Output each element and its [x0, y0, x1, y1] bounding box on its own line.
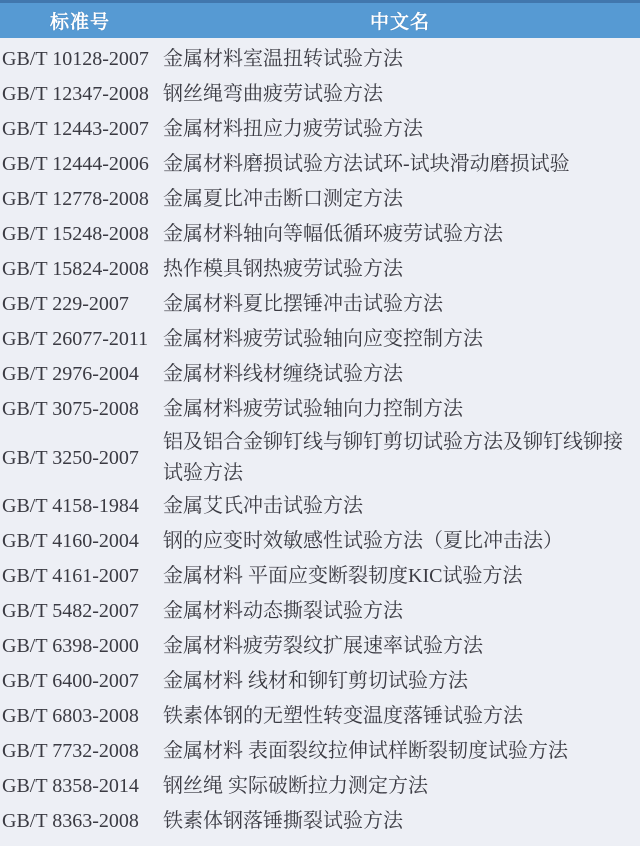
- chinese-name-cell: 金属材料夏比摆锤冲击试验方法: [163, 293, 443, 315]
- table-row: [0, 147, 640, 182]
- table-row: [0, 42, 640, 77]
- table-row: [0, 664, 640, 699]
- chinese-name-cell: 金属材料 线材和铆钉剪切试验方法: [163, 670, 468, 692]
- chinese-name-cell: 金属材料线材缠绕试验方法: [163, 363, 403, 385]
- chinese-name-cell: 钢的应变时效敏感性试验方法（夏比冲击法）: [163, 530, 563, 552]
- standard-number-cell: GB/T 15248-2008: [2, 223, 149, 245]
- standard-number-cell: GB/T 4160-2004: [2, 530, 139, 552]
- chinese-name-cell: 金属夏比冲击断口测定方法: [163, 188, 403, 210]
- chinese-name-cell: 金属材料扭应力疲劳试验方法: [163, 118, 423, 140]
- table-row: [0, 217, 640, 252]
- standard-number-cell: GB/T 12778-2008: [2, 188, 149, 210]
- column-header-standard-number: 标准号: [49, 12, 110, 33]
- chinese-name-cell: 铝及铝合金铆钉线与铆钉剪切试验方法及铆钉线铆接试验方法: [163, 431, 623, 484]
- standard-number-cell: GB/T 229-2007: [2, 293, 129, 315]
- chinese-name-cell: 钢丝绳 实际破断拉力测定方法: [163, 775, 428, 797]
- table-row: [0, 77, 640, 112]
- table-row: [0, 734, 640, 769]
- table-row: [0, 112, 640, 147]
- chinese-name-cell: 热作模具钢热疲劳试验方法: [163, 258, 403, 280]
- standard-number-cell: GB/T 7732-2008: [2, 740, 139, 762]
- table-row: [0, 524, 640, 559]
- table-row: [0, 287, 640, 322]
- table-row: [0, 252, 640, 287]
- standard-number-cell: GB/T 6400-2007: [2, 670, 139, 692]
- table-row: [0, 322, 640, 357]
- standard-number-cell: GB/T 12347-2008: [2, 83, 149, 105]
- chinese-name-cell: 金属材料动态撕裂试验方法: [163, 600, 403, 622]
- chinese-name-cell: 金属艾氏冲击试验方法: [163, 495, 363, 517]
- table-row: [0, 804, 640, 839]
- standard-number-cell: GB/T 8358-2014: [2, 775, 139, 797]
- standard-number-cell: GB/T 3075-2008: [2, 398, 139, 420]
- table-row: [0, 594, 640, 629]
- table-row: [0, 489, 640, 524]
- standard-number-cell: GB/T 12443-2007: [2, 118, 149, 140]
- standard-number-cell: GB/T 4161-2007: [2, 565, 139, 587]
- standard-number-cell: GB/T 6398-2000: [2, 635, 139, 657]
- table-row: [0, 392, 640, 427]
- standard-number-cell: GB/T 4158-1984: [2, 495, 139, 517]
- standard-number-cell: GB/T 5482-2007: [2, 600, 139, 622]
- column-header-chinese-name: 中文名: [369, 12, 430, 33]
- chinese-name-cell: 金属材料疲劳试验轴向力控制方法: [163, 398, 463, 420]
- chinese-name-cell: 金属材料轴向等幅低循环疲劳试验方法: [163, 223, 503, 245]
- standard-number-cell: GB/T 3250-2007: [2, 446, 139, 469]
- table-row: [0, 357, 640, 392]
- chinese-name-cell: 铁素体钢的无塑性转变温度落锤试验方法: [163, 705, 523, 727]
- table-row: [0, 629, 640, 664]
- standard-number-cell: GB/T 26077-2011: [2, 328, 149, 350]
- table-row: [0, 427, 640, 489]
- standard-number-cell: GB/T 12444-2006: [2, 153, 149, 175]
- standard-number-cell: GB/T 8363-2008: [2, 810, 139, 832]
- standard-number-cell: GB/T 15824-2008: [2, 258, 149, 280]
- chinese-name-cell: 金属材料 表面裂纹拉伸试样断裂韧度试验方法: [163, 740, 568, 762]
- standard-number-cell: GB/T 6803-2008: [2, 705, 139, 727]
- table-row: [0, 559, 640, 594]
- table-body: [0, 38, 640, 839]
- table-header-row: [0, 0, 640, 38]
- chinese-name-cell: 金属材料室温扭转试验方法: [163, 48, 403, 70]
- standard-number-cell: GB/T 10128-2007: [2, 48, 149, 70]
- standard-number-cell: GB/T 2976-2004: [2, 363, 139, 385]
- table-row: [0, 769, 640, 804]
- chinese-name-cell: 金属材料磨损试验方法试环-试块滑动磨损试验: [163, 153, 570, 175]
- chinese-name-cell: 钢丝绳弯曲疲劳试验方法: [163, 83, 383, 105]
- table-row: [0, 699, 640, 734]
- chinese-name-cell: 金属材料疲劳试验轴向应变控制方法: [163, 328, 483, 350]
- chinese-name-cell: 铁素体钢落锤撕裂试验方法: [163, 810, 403, 832]
- table-row: [0, 182, 640, 217]
- chinese-name-cell: 金属材料 平面应变断裂韧度KIC试验方法: [163, 565, 523, 587]
- chinese-name-cell: 金属材料疲劳裂纹扩展速率试验方法: [163, 635, 483, 657]
